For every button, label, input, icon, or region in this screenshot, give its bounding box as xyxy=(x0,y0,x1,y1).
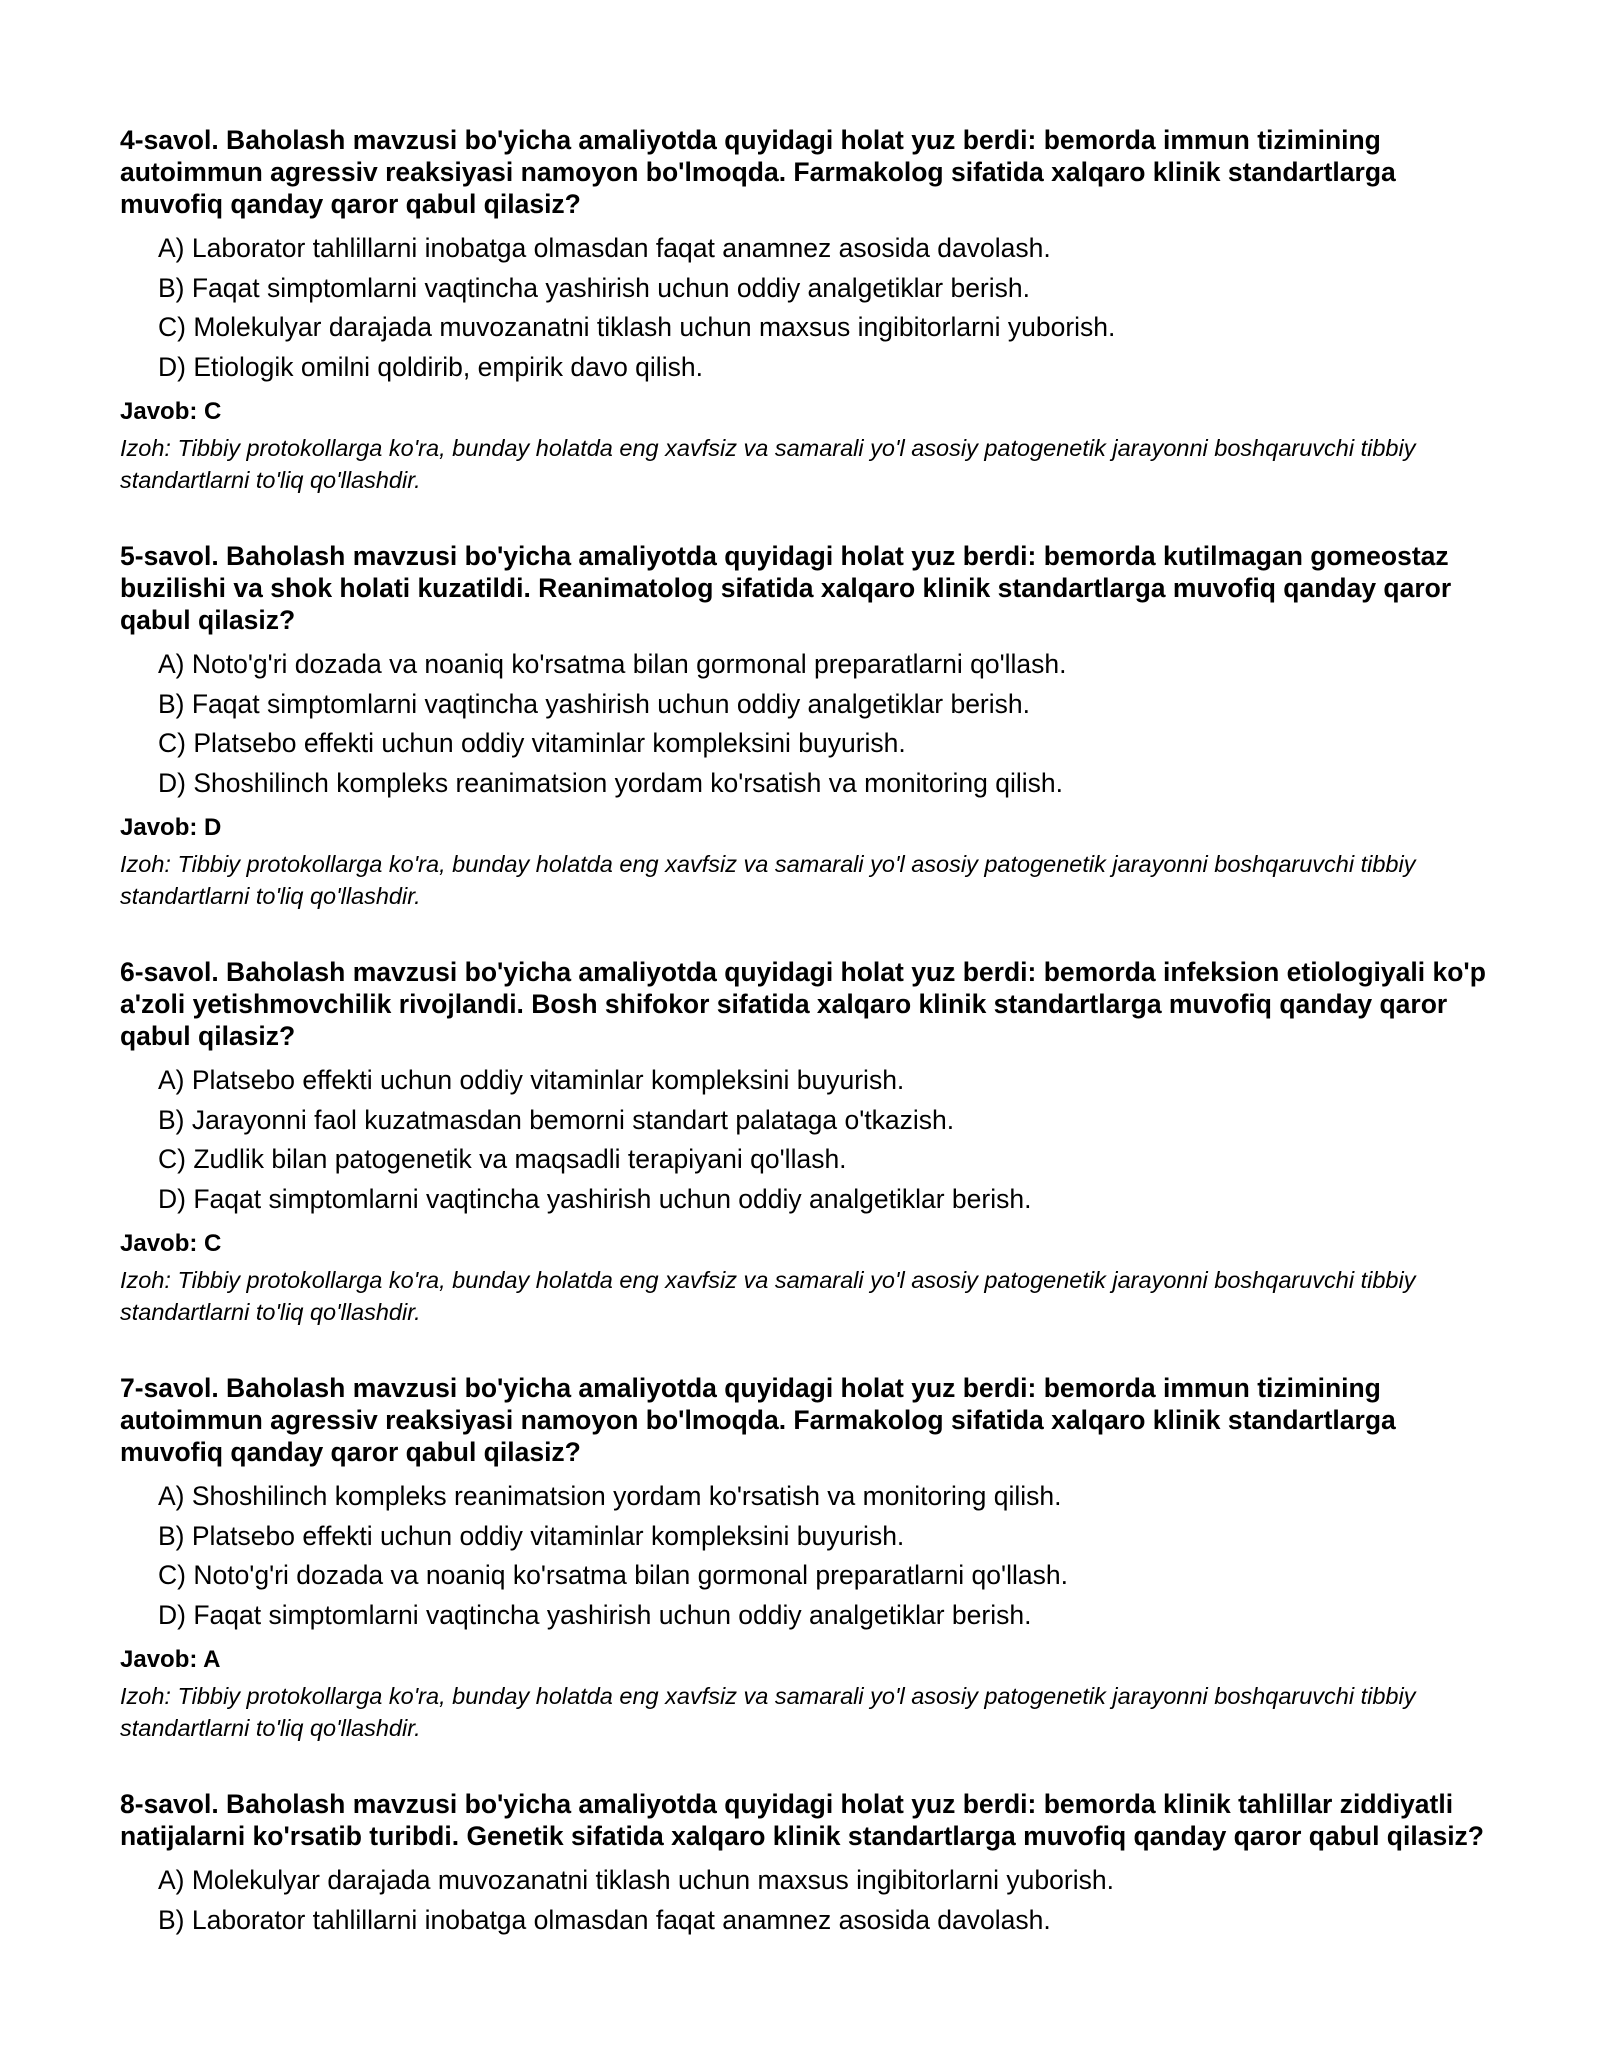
option-list xyxy=(120,1477,1500,1635)
option-c: C) Noto'g'ri dozada va noaniq ko'rsatma bilan gormonal preparatlarni qo'llash. xyxy=(158,1560,1068,1590)
option-a: A) Molekulyar darajada muvozanatni tiklash uchun maxsus ingibitorlarni yuborish. xyxy=(158,1865,1114,1895)
option-b: B) Laborator tahlillarni inobatga olmasdan faqat anamnez asosida davolash. xyxy=(158,1904,1051,1935)
option-d: D) Faqat simptomlarni vaqtincha yashirish uchun oddiy analgetiklar berish. xyxy=(158,1183,1032,1214)
question-title: 6-savol. Baholash mavzusi bo'yicha amaliyotda quyidagi holat yuz berdi: bemorda infeksion etiologiyali ko'p a'zoli yetishmovchilik rivojlandi. Bosh shifokor sifatida xalqaro klinik standartlarga muvofiq qanday qaror qabul qilasiz? xyxy=(120,957,1486,1051)
question-title: 5-savol. Baholash mavzusi bo'yicha amaliyotda quyidagi holat yuz berdi: bemorda kutilmagan gomeostaz buzilishi va shok holati kuzatildi. Reanimatolog sifatida xalqaro klinik standartlarga muvofiq qanday qaror qabul qilasiz? xyxy=(120,541,1452,635)
explanation-note: Izoh: Tibbiy protokollarga ko'ra, bunday holatda eng xavfsiz va samarali yo'l asosiy patogenetik jarayonni boshqaruvchi tibbiy standartlarni to'liq qo'llashdir. xyxy=(120,1267,1416,1325)
option-c: C) Molekulyar darajada muvozanatni tiklash uchun maxsus ingibitorlarni yuborish. xyxy=(158,312,1116,342)
question-7 xyxy=(120,1372,1500,1744)
answer-label: Javob: A xyxy=(120,1646,221,1673)
option-c: C) Zudlik bilan patogenetik va maqsadli terapiyani qo'llash. xyxy=(158,1144,847,1174)
option-a: A) Noto'g'ri dozada va noaniq ko'rsatma bilan gormonal preparatlarni qo'llash. xyxy=(158,649,1067,679)
option-a: A) Shoshilinch kompleks reanimatsion yordam ko'rsatish va monitoring qilish. xyxy=(158,1481,1062,1511)
option-list xyxy=(120,1061,1500,1219)
option-a: A) Laborator tahlillarni inobatga olmasdan faqat anamnez asosida davolash. xyxy=(158,233,1051,263)
option-b: B) Faqat simptomlarni vaqtincha yashirish uchun oddiy analgetiklar berish. xyxy=(158,272,1030,303)
answer-label: Javob: C xyxy=(120,1230,222,1257)
question-4 xyxy=(120,124,1500,496)
question-title: 7-savol. Baholash mavzusi bo'yicha amaliyotda quyidagi holat yuz berdi: bemorda immun tizimining autoimmun agressiv reaksiyasi namoyon bo'lmoqda. Farmakolog sifatida xalqaro klinik standartlarga muvofiq qanday qaror qabul qilasiz? xyxy=(120,1373,1396,1467)
question-title: 8-savol. Baholash mavzusi bo'yicha amaliyotda quyidagi holat yuz berdi: bemorda klinik tahlillar ziddiyatli natijalarni ko'rsatib turibdi. Genetik sifatida xalqaro klinik standartlarga muvofiq qanday qaror qabul qilasiz? xyxy=(120,1789,1484,1851)
option-list xyxy=(120,229,1500,387)
answer-label: Javob: D xyxy=(120,814,222,841)
option-b: B) Jarayonni faol kuzatmasdan bemorni standart palataga o'tkazish. xyxy=(158,1104,955,1135)
explanation-note: Izoh: Tibbiy protokollarga ko'ra, bunday holatda eng xavfsiz va samarali yo'l asosiy patogenetik jarayonni boshqaruvchi tibbiy standartlarni to'liq qo'llashdir. xyxy=(120,851,1416,909)
explanation-note: Izoh: Tibbiy protokollarga ko'ra, bunday holatda eng xavfsiz va samarali yo'l asosiy patogenetik jarayonni boshqaruvchi tibbiy standartlarni to'liq qo'llashdir. xyxy=(120,435,1416,493)
option-a: A) Platsebo effekti uchun oddiy vitaminlar kompleksini buyurish. xyxy=(158,1065,905,1095)
question-title: 4-savol. Baholash mavzusi bo'yicha amaliyotda quyidagi holat yuz berdi: bemorda immun tizimining autoimmun agressiv reaksiyasi namoyon bo'lmoqda. Farmakolog sifatida xalqaro klinik standartlarga muvofiq qanday qaror qabul qilasiz? xyxy=(120,125,1396,219)
question-8 xyxy=(120,1788,1500,1940)
option-d: D) Etiologik omilni qoldirib, empirik davo qilish. xyxy=(158,351,703,382)
option-d: D) Faqat simptomlarni vaqtincha yashirish uchun oddiy analgetiklar berish. xyxy=(158,1599,1032,1630)
option-b: B) Faqat simptomlarni vaqtincha yashirish uchun oddiy analgetiklar berish. xyxy=(158,688,1030,719)
answer-label: Javob: C xyxy=(120,398,222,425)
option-list xyxy=(120,645,1500,803)
explanation-note: Izoh: Tibbiy protokollarga ko'ra, bunday holatda eng xavfsiz va samarali yo'l asosiy patogenetik jarayonni boshqaruvchi tibbiy standartlarni to'liq qo'llashdir. xyxy=(120,1683,1416,1741)
question-5 xyxy=(120,540,1500,912)
option-d: D) Shoshilinch kompleks reanimatsion yordam ko'rsatish va monitoring qilish. xyxy=(158,767,1063,798)
document-page xyxy=(120,124,1500,1984)
option-b: B) Platsebo effekti uchun oddiy vitaminlar kompleksini buyurish. xyxy=(158,1520,905,1551)
option-list xyxy=(120,1861,1500,1940)
question-6 xyxy=(120,956,1500,1328)
option-c: C) Platsebo effekti uchun oddiy vitaminlar kompleksini buyurish. xyxy=(158,728,906,758)
